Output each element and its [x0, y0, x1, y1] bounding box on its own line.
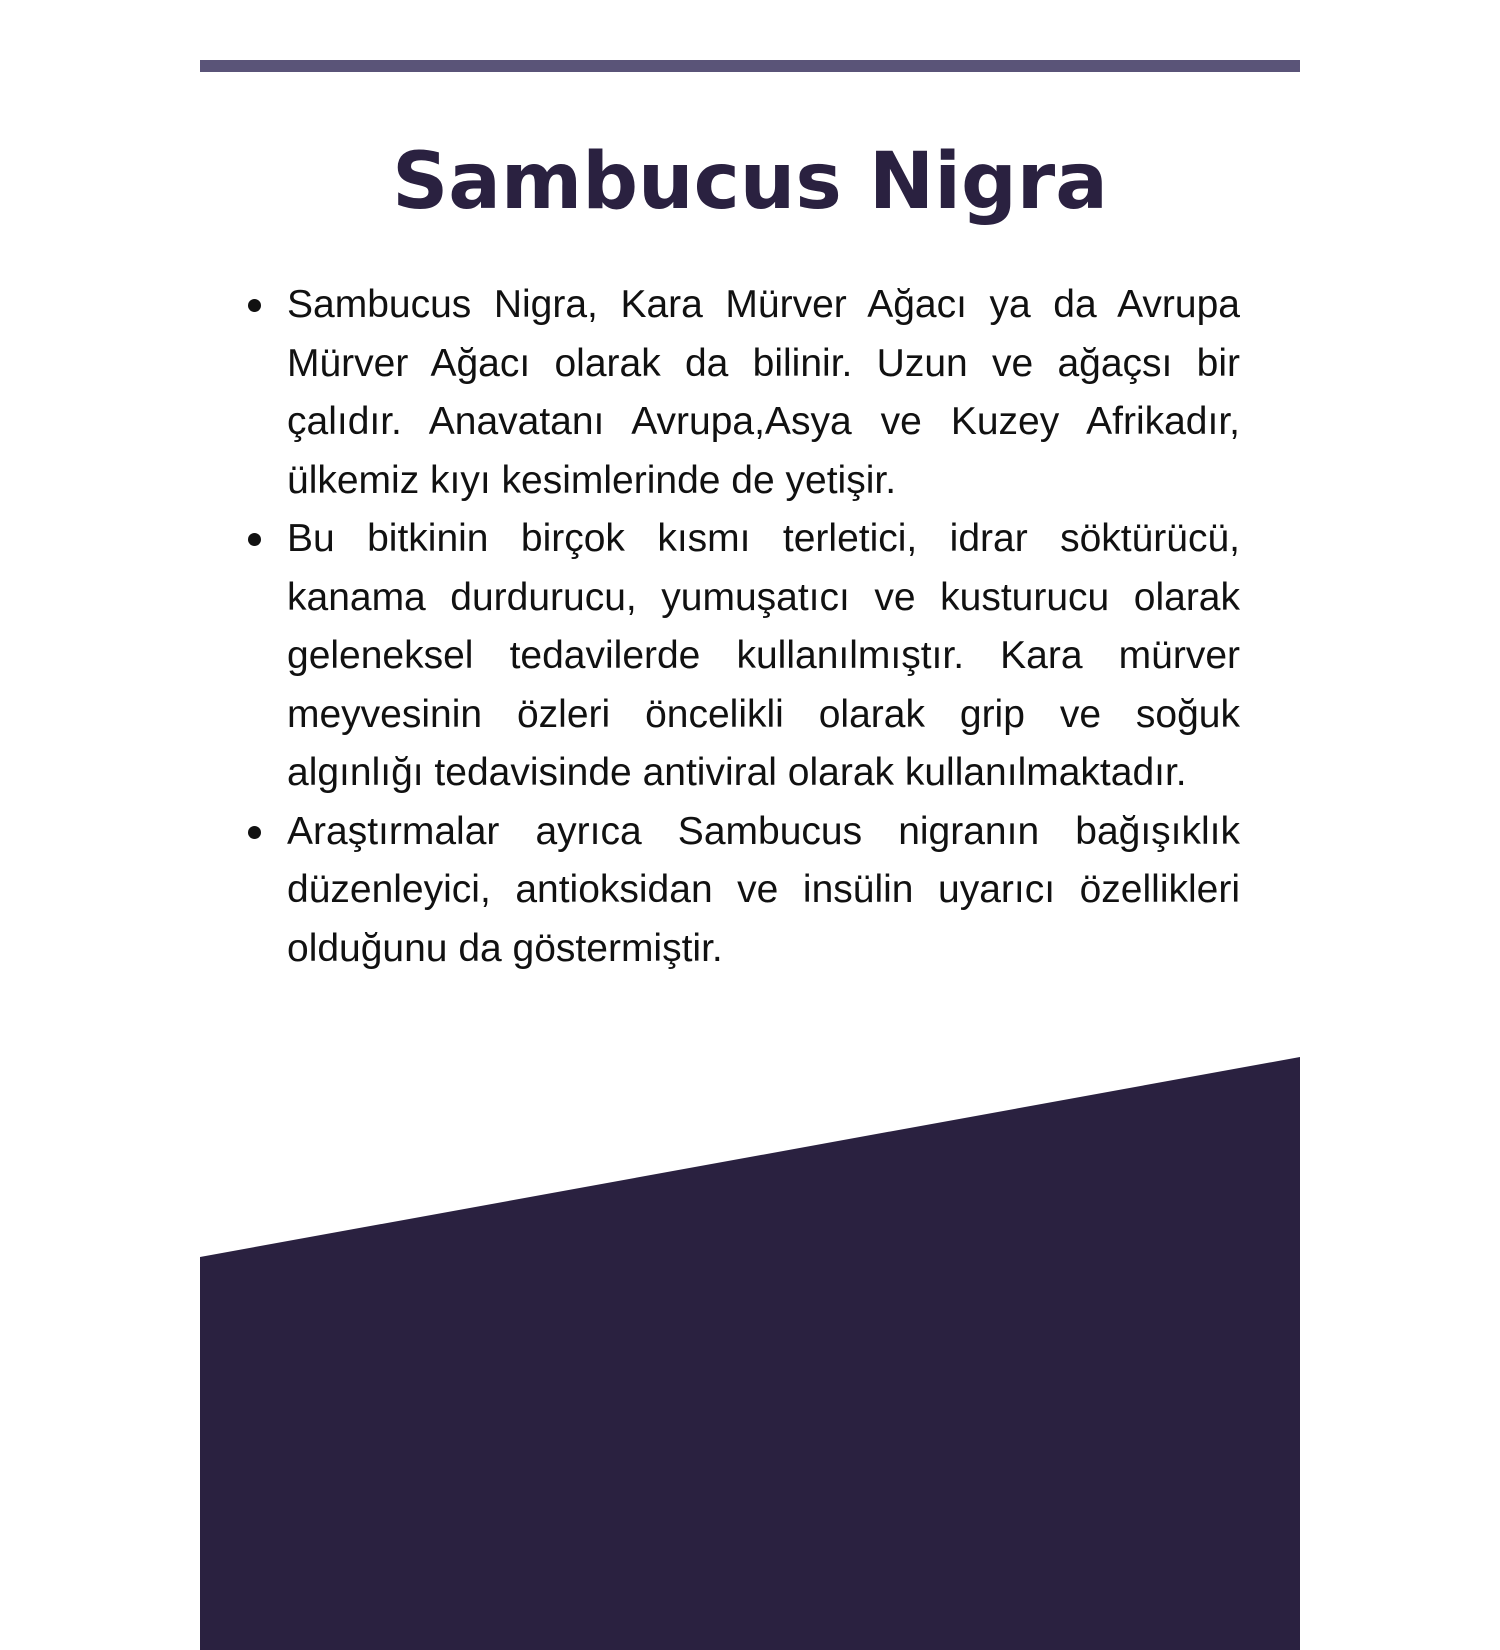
- bullet-dot-icon: [248, 826, 261, 839]
- page-title: Sambucus Nigra: [392, 137, 1108, 227]
- bullet-item: [240, 510, 1240, 803]
- bullet-text: Araştırmalar ayrıca Sambucus nigranın bağışıklık düzenleyici, antioksidan ve insülin uyarıcı özellikleri olduğunu da göstermiştir.: [287, 809, 1240, 970]
- bullet-text: Sambucus Nigra, Kara Mürver Ağacı ya da Avrupa Mürver Ağacı olarak da bilinir. Uzun ve ağaçsı bir çalıdır. Anavatanı Avrupa,Asya ve Kuzey Afrikadır, ülkemiz kıyı kesimlerinde de yetişir.: [287, 283, 1240, 502]
- bullet-list: [240, 276, 1240, 978]
- bullet-item: [240, 803, 1240, 979]
- bullet-item: [240, 276, 1240, 510]
- document-page: [200, 60, 1300, 1650]
- dark-diagonal-polygon: [200, 1057, 1300, 1650]
- bullet-dot-icon: [248, 299, 261, 312]
- bullet-dot-icon: [248, 533, 261, 546]
- top-accent-bar: [200, 60, 1300, 72]
- bullet-text: Bu bitkinin birçok kısmı terletici, idrar söktürücü, kanama durdurucu, yumuşatıcı ve kusturucu olarak geleneksel tedavilerde kullanılmıştır. Kara mürver meyvesinin özleri öncelikli olarak grip ve soğuk algınlığı tedavisinde antiviral olarak kullanılmaktadır.: [287, 517, 1240, 794]
